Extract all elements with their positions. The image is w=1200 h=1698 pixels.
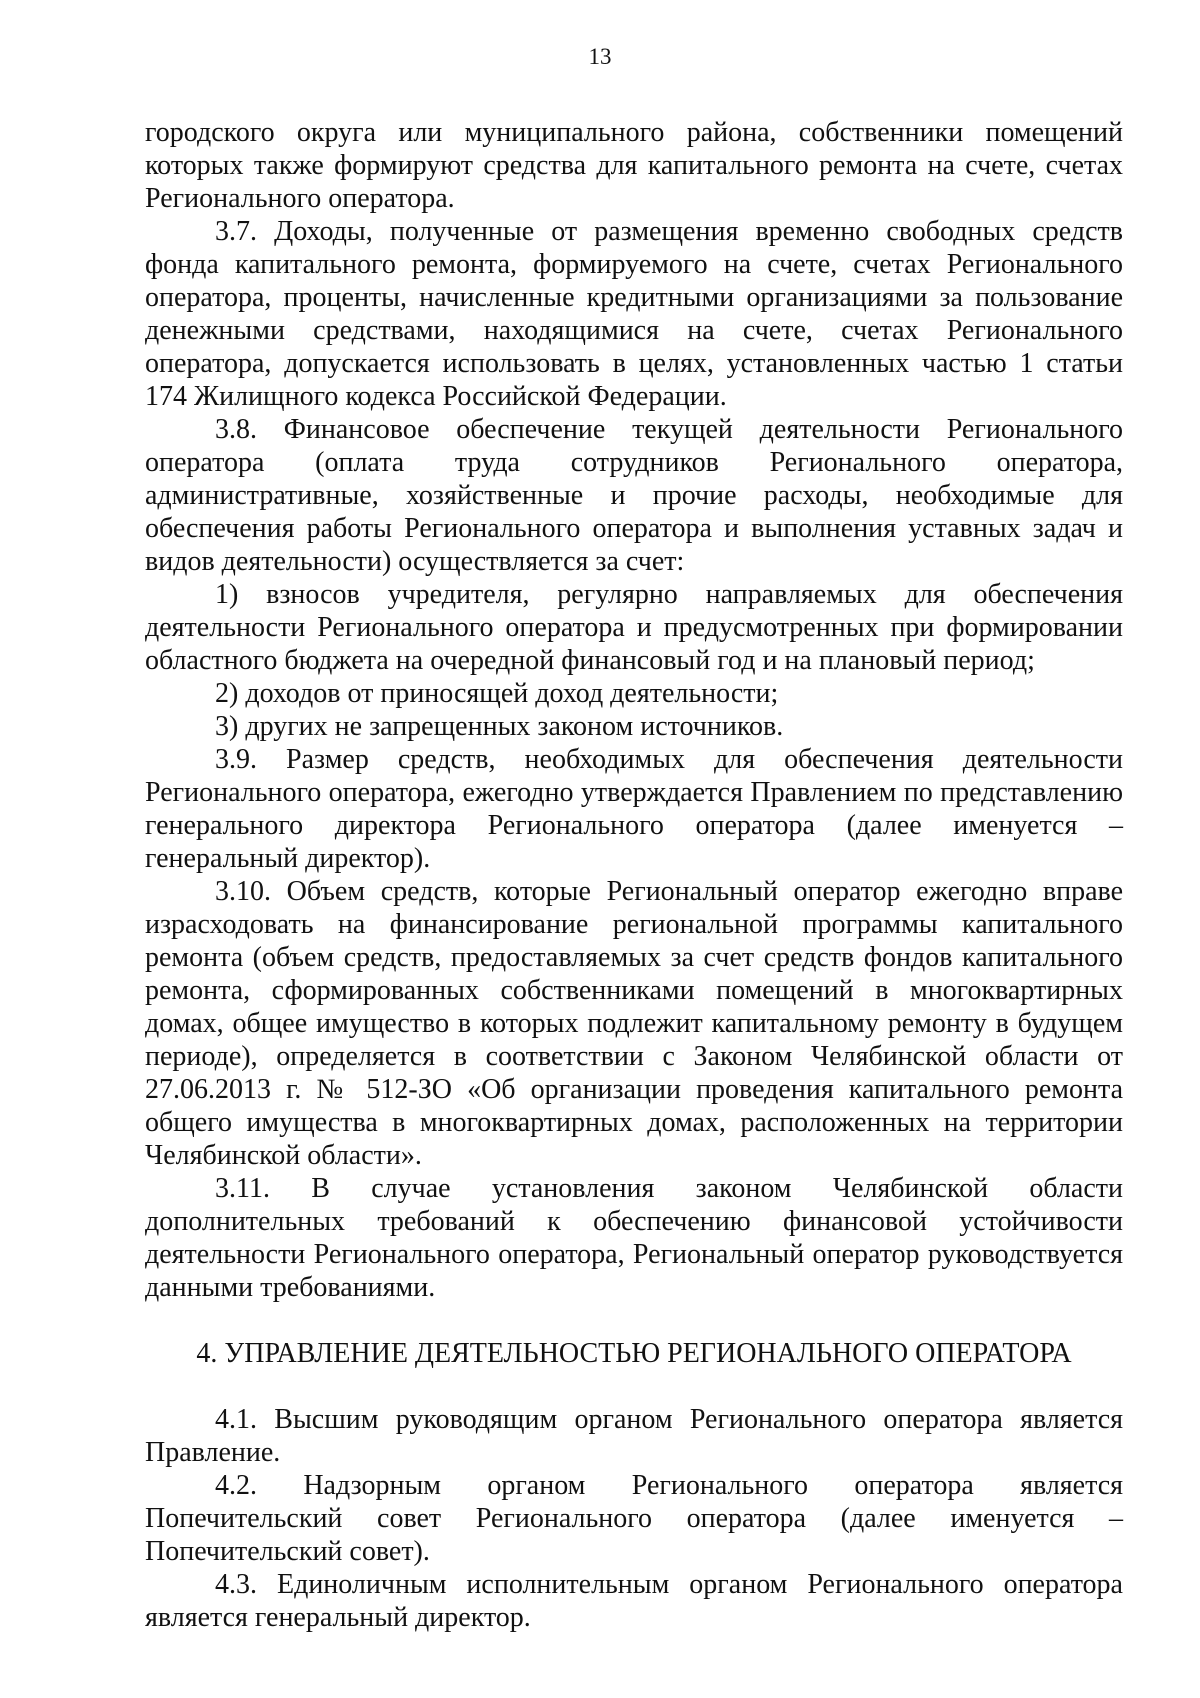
paragraph-3-10: 3.10. Объем средств, которые Региональный оператор ежегодно вправе израсходовать на финансирование региональной программы капитального ремонта (объем средств, предоставляемых за счет средств фондов капитального ремонта, сформированных собственниками помещений в многоквартирных домах, общее имущество в которых подлежит капитальному ремонту в будущем периоде), определяется в соответствии с Законом Челябинской области от 27.06.2013 г. № 512-ЗО «Об организации проведения капитального ремонта общего имущества в многоквартирных домах, расположенных на территории Челябинской области».: [145, 876, 1123, 1171]
page-number: 13: [588, 44, 612, 69]
document-body: [145, 116, 1123, 1634]
paragraph-4-1: 4.1. Высшим руководящим органом Регионального оператора является Правление.: [145, 1404, 1123, 1468]
paragraph-continuation: городского округа или муниципального района, собственники помещений которых также формируют средства для капитального ремонта на счете, счетах Регионального оператора.: [145, 117, 1123, 214]
paragraph-3-9: 3.9. Размер средств, необходимых для обеспечения деятельности Регионального оператора, ежегодно утверждается Правлением по представлению генерального директора Регионального оператора (далее именуется – генеральный директор).: [145, 744, 1123, 874]
list-item-1: 1) взносов учредителя, регулярно направляемых для обеспечения деятельности Регионального оператора и предусмотренных при формировании областного бюджета на очередной финансовый год и на плановый период;: [145, 579, 1123, 676]
paragraph-4-2: 4.2. Надзорным органом Регионального оператора является Попечительский совет Регионального оператора (далее именуется – Попечительский совет).: [145, 1470, 1123, 1567]
paragraph-3-8: 3.8. Финансовое обеспечение текущей деятельности Регионального оператора (оплата труда сотрудников Регионального оператора, административные, хозяйственные и прочие расходы, необходимые для обеспечения работы Регионального оператора и выполнения уставных задач и видов деятельности) осуществляется за счет:: [145, 414, 1123, 577]
section-heading: 4. УПРАВЛЕНИЕ ДЕЯТЕЛЬНОСТЬЮ РЕГИОНАЛЬНОГО ОПЕРАТОРА: [196, 1338, 1072, 1369]
paragraph-3-7: 3.7. Доходы, полученные от размещения временно свободных средств фонда капитального ремонта, формируемого на счете, счетах Регионального оператора, проценты, начисленные кредитными организациями за пользование денежными средствами, находящимися на счете, счетах Регионального оператора, допускается использовать в целях, установленных частью 1 статьи 174 Жилищного кодекса Российской Федерации.: [145, 216, 1123, 412]
paragraph-3-11: 3.11. В случае установления законом Челябинской области дополнительных требований к обеспечению финансовой устойчивости деятельности Регионального оператора, Региональный оператор руководствуется данными требованиями.: [145, 1173, 1123, 1303]
list-item-3: 3) других не запрещенных законом источников.: [215, 711, 784, 742]
paragraph-4-3: 4.3. Единоличным исполнительным органом Регионального оператора является генеральный директор.: [145, 1569, 1123, 1633]
list-item-2: 2) доходов от приносящей доход деятельности;: [215, 678, 779, 709]
